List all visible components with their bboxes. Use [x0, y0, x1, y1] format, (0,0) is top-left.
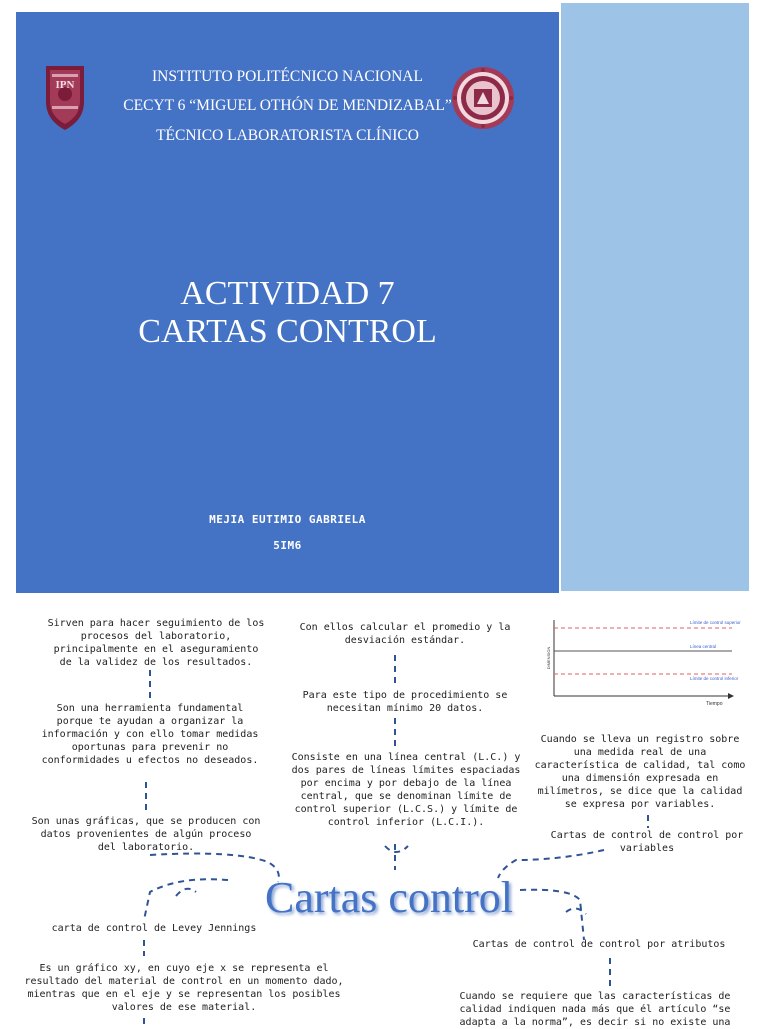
chart-center-label: Línea central [690, 644, 717, 649]
concept-bottom-right-1: Cartas de control de control por atributos [472, 939, 726, 950]
author-name: MEJIA EUTIMIO GABRIELA [209, 513, 366, 526]
concept-left-2: Son una herramienta fundamental porque te ayudan a organizar la información y con ello tomar medidas oportunas para prevenir no conformidades u efectos no deseados. [41, 703, 259, 766]
chart-y-label: DIMENSION [546, 646, 551, 670]
chart-x-label: Tiempo [706, 701, 723, 707]
connector-line [566, 908, 586, 914]
concept-right-1: Cuando se lleva un registro sobre una medida real de una característica de calidad, tal como una dimensión expresada en milímetros, se dice que la calidad se expresa por variables. [534, 734, 746, 810]
concept-left-3: Son unas gráficas, que se producen con datos provenientes de algún proceso del laboratorio. [31, 816, 261, 853]
concept-bottom-left-2: Es un gráfico xy, en cuyo eje x se representa el resultado del material de control en un momento dado, mientras que en el eje y se representan los posibles valores de ese material. [24, 963, 344, 1013]
control-chart-diagram [540, 614, 744, 714]
concept-mid-2: Para este tipo de procedimiento se necesitan mínimo 20 datos. [302, 690, 508, 714]
concept-left-1: Sirven para hacer seguimiento de los procesos del laboratorio, principalmente en el aseguramiento de la validez de los resultados. [47, 618, 265, 668]
concept-map-title: Cartas control [264, 873, 514, 922]
concept-bottom-left-1: carta de control de Levey Jennings [51, 923, 257, 934]
chart-lower-label: Límite de control inferior [690, 676, 739, 681]
chart-x-arrow-icon [728, 693, 734, 699]
concept-bottom-right-2: Cuando se requiere que las características de calidad indiquen nada más que él artículo “se adapta a la norma”, es decir si no existe una [459, 991, 731, 1028]
title-line-1: ACTIVIDAD 7 [180, 275, 395, 312]
career-name: TÉCNICO LABORATORISTA CLÍNICO [156, 127, 419, 144]
connector-line [385, 844, 408, 870]
chart-upper-label: Límite de control superior [690, 620, 741, 625]
ipn-logo-text: IPN [55, 79, 75, 91]
school-name: CECYT 6 “MIGUEL OTHÓN DE MENDIZABAL” [123, 97, 452, 114]
concept-mid-3: Consiste en una línea central (L.C.) y dos pares de líneas límites espaciadas por encima y por debajo de la línea central, que se denominan límite de control superior (L.C.S.) y límite de control inferior (L.C.I.). [291, 752, 521, 828]
concept-mid-1: Con ellos calcular el promedio y la desviación estándar. [299, 622, 511, 646]
connector-line [144, 879, 228, 920]
institute-name: INSTITUTO POLITÉCNICO NACIONAL [152, 68, 423, 85]
concept-right-2: Cartas de control de control por variables [550, 830, 744, 854]
author-group: 5IM6 [273, 539, 302, 552]
connector-line [176, 889, 196, 896]
title-line-2: CARTAS CONTROL [138, 313, 437, 350]
